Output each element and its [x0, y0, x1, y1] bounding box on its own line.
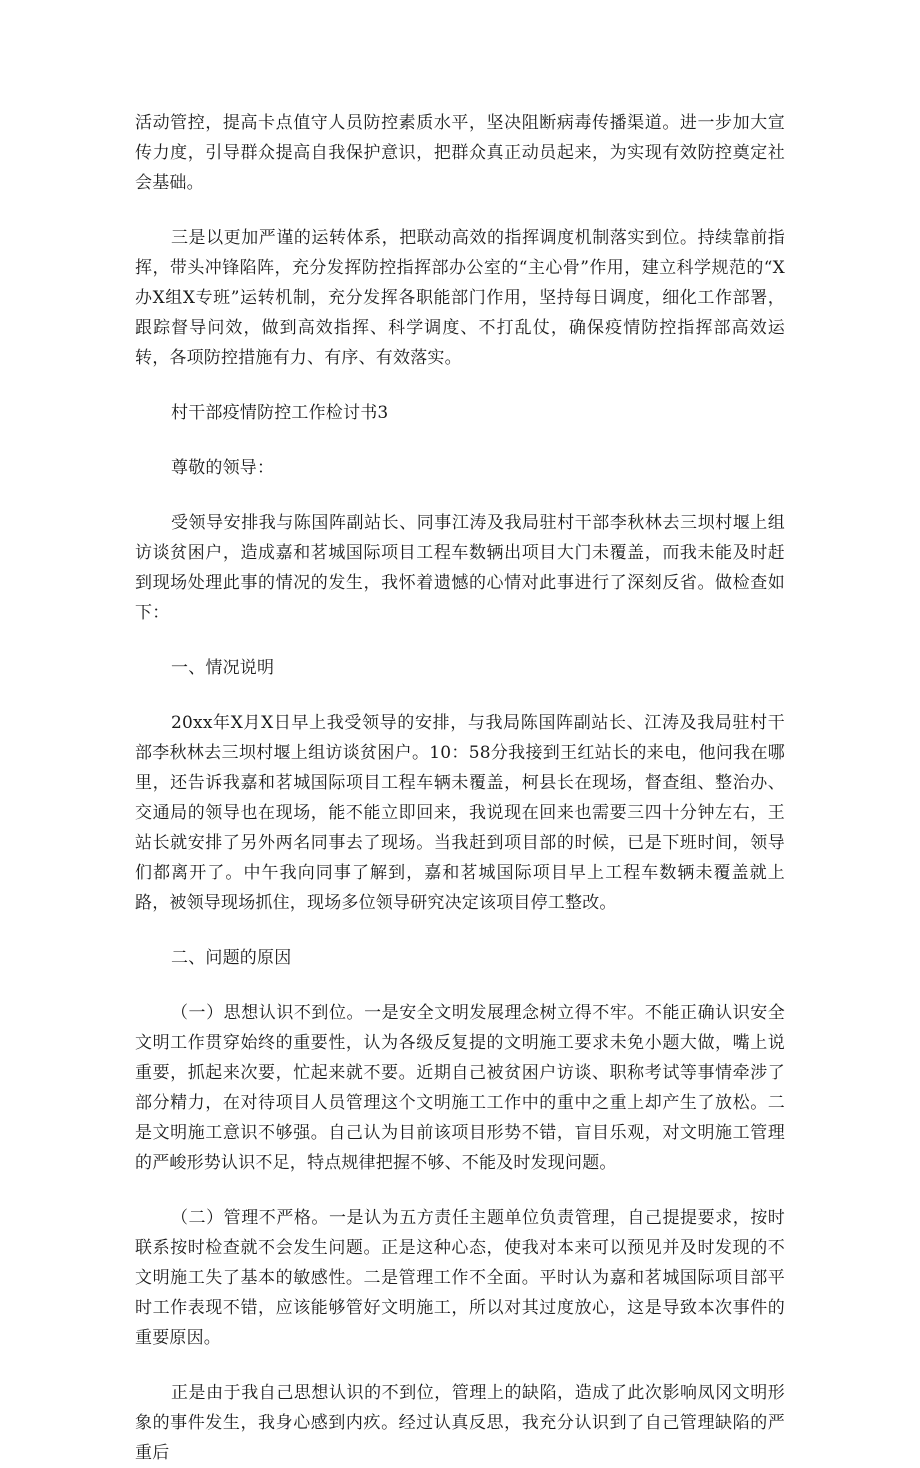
- paragraph-prevention-measures-end: 活动管控，提高卡点值守人员防控素质水平，坚决阻断病毒传播渠道。进一步加大宣传力度，引导群众提高自我保护意识，把群众真正动员起来，为实现有效防控奠定社会基础。: [135, 113, 785, 193]
- paragraph-cause-two: （二）管理不严格。一是认为五方责任主题单位负责管理，自己提提要求，按时联系按时检查就不会发生问题。正是这种心态，使我对本来可以预见并及时发现的不文明施工失了基本的敏感性。二是管理工作不全面。平时认为嘉和茗城国际项目部平时工作表现不错，应该能够管好文明施工，所以对其过度放心，这是导致本次事件的重要原因。: [135, 1208, 785, 1348]
- document-body: [135, 108, 785, 1468]
- paragraph-command-system: 三是以更加严谨的运转体系，把联动高效的指挥调度机制落实到位。持续靠前指挥，带头冲锋陷阵，充分发挥防控指挥部办公室的“主心骨”作用，建立科学规范的“X办X组X专班”运转机制，充分发挥各职能部门作用，坚持每日调度，细化工作部署，跟踪督导问效，做到高效指挥、科学调度、不打乱仗，确保疫情防控指挥部高效运转，各项防控措施有力、有序、有效落实。: [135, 228, 785, 368]
- paragraph-situation: 20xx年X月X日早上我受领导的安排，与我局陈国阵副站长、江涛及我局驻村干部李秋林去三坝村堰上组访谈贫困户。10：58分我接到王红站长的来电，他问我在哪里，还告诉我嘉和茗城国际项目工程车辆未覆盖，柯县长在现场，督查组、整治办、交通局的领导也在现场，能不能立即回来，我说现在回来也需要三四十分钟左右，王站长就安排了另外两名同事去了现场。当我赶到项目部的时候，已是下班时间，领导们都离开了。中午我向同事了解到，嘉和茗城国际项目早上工程车数辆未覆盖就上路，被领导现场抓住，现场多位领导研究决定该项目停工整改。: [135, 713, 785, 913]
- heading-situation: 一、情况说明: [171, 658, 275, 678]
- section-title: 村干部疫情防控工作检讨书3: [171, 403, 389, 423]
- salutation: 尊敬的领导：: [171, 458, 275, 478]
- heading-causes: 二、问题的原因: [171, 948, 292, 968]
- paragraph-cause-one: （一）思想认识不到位。一是安全文明发展理念树立得不牢。不能正确认识安全文明工作贯穿始终的重要性，认为各级反复提的文明施工要求未免小题大做，嘴上说重要，抓起来次要，忙起来就不要。近期自己被贫困户访谈、职称考试等事情牵涉了部分精力，在对待项目人员管理这个文明施工工作中的重中之重上却产生了放松。二是文明施工意识不够强。自己认为目前该项目形势不错，盲目乐观，对文明施工管理的严峻形势认识不足，特点规律把握不够、不能及时发现问题。: [135, 1003, 785, 1173]
- paragraph-reflection: 正是由于我自己思想认识的不到位，管理上的缺陷，造成了此次影响凤冈文明形象的事件发生，我身心感到内疚。经过认真反思，我充分认识到了自己管理缺陷的严重后: [135, 1383, 785, 1463]
- paragraph-intro: 受领导安排我与陈国阵副站长、同事江涛及我局驻村干部李秋林去三坝村堰上组访谈贫困户，造成嘉和茗城国际项目工程车数辆出项目大门未覆盖，而我未能及时赶到现场处理此事的情况的发生，我怀着遗憾的心情对此事进行了深刻反省。做检查如下：: [135, 513, 785, 623]
